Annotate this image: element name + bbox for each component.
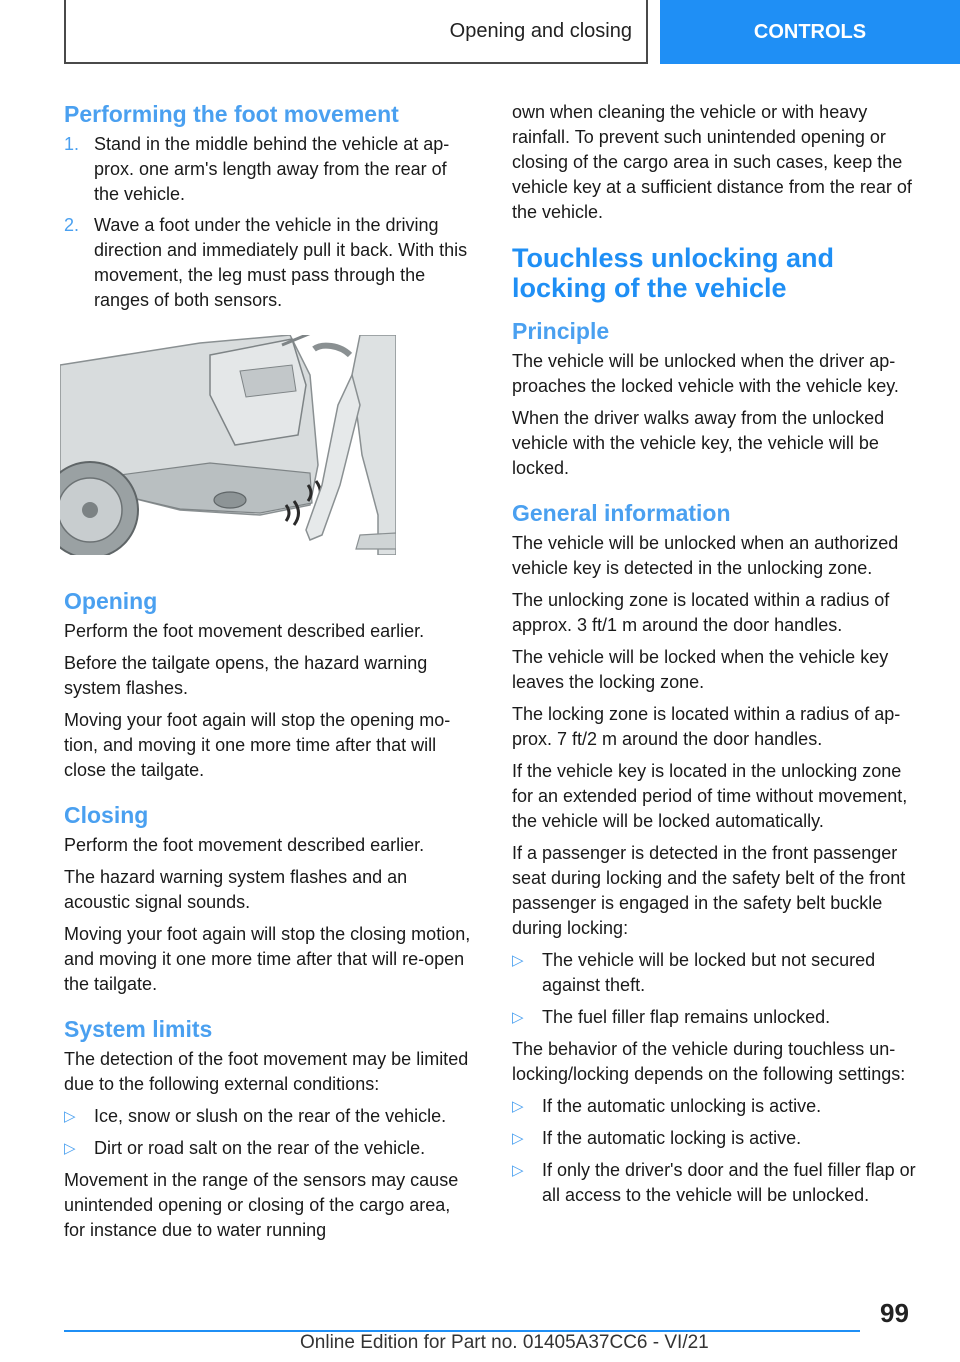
bullet-text: If only the driver's door and the fuel filler flap or all access to the vehicle will be unlocked. <box>542 1160 916 1205</box>
bullet-triangle-icon: ▷ <box>64 1140 76 1157</box>
paragraph: If the vehicle key is located in the unlocking zone for an extended period of time without movement, the vehicle will be locked automatically. <box>512 761 908 831</box>
heading-general-information: General information <box>512 500 731 526</box>
bullet-item <box>512 1126 926 1151</box>
step-item <box>64 132 476 207</box>
bullet-triangle-icon: ▷ <box>512 1162 524 1179</box>
paragraph: When the driver walks away from the unlocked vehicle with the vehicle key, the vehicle will be locked. <box>512 408 885 478</box>
chapter-title: CONTROLS <box>753 20 867 43</box>
paragraph: Perform the foot movement described earlier. <box>64 621 425 641</box>
left-column <box>64 100 476 1250</box>
heading-touchless-unlocking: Touchless unlocking and locking of the vehicle <box>512 243 835 303</box>
step-text: Wave a foot under the vehicle in the driving direction and immediately pull it back. With this movement, the leg must pass through the ranges of both sensors. <box>94 215 468 310</box>
right-column <box>512 100 926 1215</box>
bullet-triangle-icon: ▷ <box>64 1108 76 1125</box>
paragraph: The behavior of the vehicle during touchless unlocking/locking depends on the following settings: <box>512 1039 906 1084</box>
step-item <box>64 213 476 313</box>
chapter-tab <box>660 0 960 64</box>
foot-movement-illustration <box>60 335 396 555</box>
bullet-triangle-icon: ▷ <box>512 1098 524 1115</box>
paragraph: own when cleaning the vehicle or with heavy rainfall. To prevent such unintended opening or closing of the cargo area in such cases, keep the vehicle key at a sufficient distance from the rear of the vehicle. <box>512 102 912 222</box>
bullet-item <box>512 1158 926 1208</box>
heading-foot-movement: Performing the foot movement <box>64 101 399 127</box>
heading-system-limits: System limits <box>64 1016 213 1042</box>
bullet-text: If the automatic locking is active. <box>542 1128 802 1148</box>
paragraph: Moving your foot again will stop the closing motion, and moving it one more time after that will re-open the tailgate. <box>64 924 471 994</box>
bullet-text: Dirt or road salt on the rear of the vehicle. <box>94 1138 426 1158</box>
paragraph: Perform the foot movement described earlier. <box>64 835 425 855</box>
paragraph: The vehicle will be locked when the vehicle key leaves the locking zone. <box>512 647 889 692</box>
bullet-text: Ice, snow or slush on the rear of the vehicle. <box>94 1106 447 1126</box>
heading-opening: Opening <box>64 588 158 614</box>
paragraph: If a passenger is detected in the front passenger seat during locking and the safety belt of the front passenger is engaged in the safety belt buckle during locking: <box>512 843 906 938</box>
paragraph: The vehicle will be unlocked when the driver approaches the locked vehicle with the vehicle key. <box>512 351 899 396</box>
paragraph: The locking zone is located within a radius of approx. 7 ft/2 m around the door handles. <box>512 704 901 749</box>
step-number: 2. <box>64 215 80 235</box>
paragraph: Moving your foot again will stop the opening motion, and moving it one more time after that will close the tailgate. <box>64 710 451 780</box>
bullet-triangle-icon: ▷ <box>512 1130 524 1147</box>
paragraph: The hazard warning system flashes and an acoustic signal sounds. <box>64 867 408 912</box>
section-header <box>64 0 648 64</box>
section-title: Opening and closing <box>449 19 632 42</box>
bullet-triangle-icon: ▷ <box>512 952 524 969</box>
heading-closing: Closing <box>64 802 149 828</box>
bullet-item <box>64 1136 476 1161</box>
bullet-item <box>512 1005 926 1030</box>
page-number: 99 <box>880 1298 909 1328</box>
paragraph: Movement in the range of the sensors may cause unintended opening or closing of the cargo area, for instance due to water running <box>64 1170 459 1240</box>
bullet-text: The fuel filler flap remains unlocked. <box>542 1007 831 1027</box>
bullet-item <box>64 1104 476 1129</box>
heading-principle: Principle <box>512 318 610 344</box>
paragraph: The vehicle will be unlocked when an authorized vehicle key is detected in the unlocking zone. <box>512 533 899 578</box>
paragraph: The unlocking zone is located within a radius of approx. 3 ft/1 m around the door handles. <box>512 590 890 635</box>
bullet-triangle-icon: ▷ <box>512 1009 524 1026</box>
paragraph: Before the tailgate opens, the hazard warning system flashes. <box>64 653 428 698</box>
footer-edition: Online Edition for Part no. 01405A37CC6 - VI/21 <box>300 1332 709 1353</box>
step-text: Stand in the middle behind the vehicle at approx. one arm's length away from the rear of the vehicle. <box>94 134 450 204</box>
bullet-item <box>512 948 926 998</box>
bullet-item <box>512 1094 926 1119</box>
bullet-text: If the automatic unlocking is active. <box>542 1096 822 1116</box>
bullet-text: The vehicle will be locked but not secured against theft. <box>542 950 876 995</box>
step-number: 1. <box>64 134 80 154</box>
paragraph: The detection of the foot movement may be limited due to the following external conditions: <box>64 1049 469 1094</box>
